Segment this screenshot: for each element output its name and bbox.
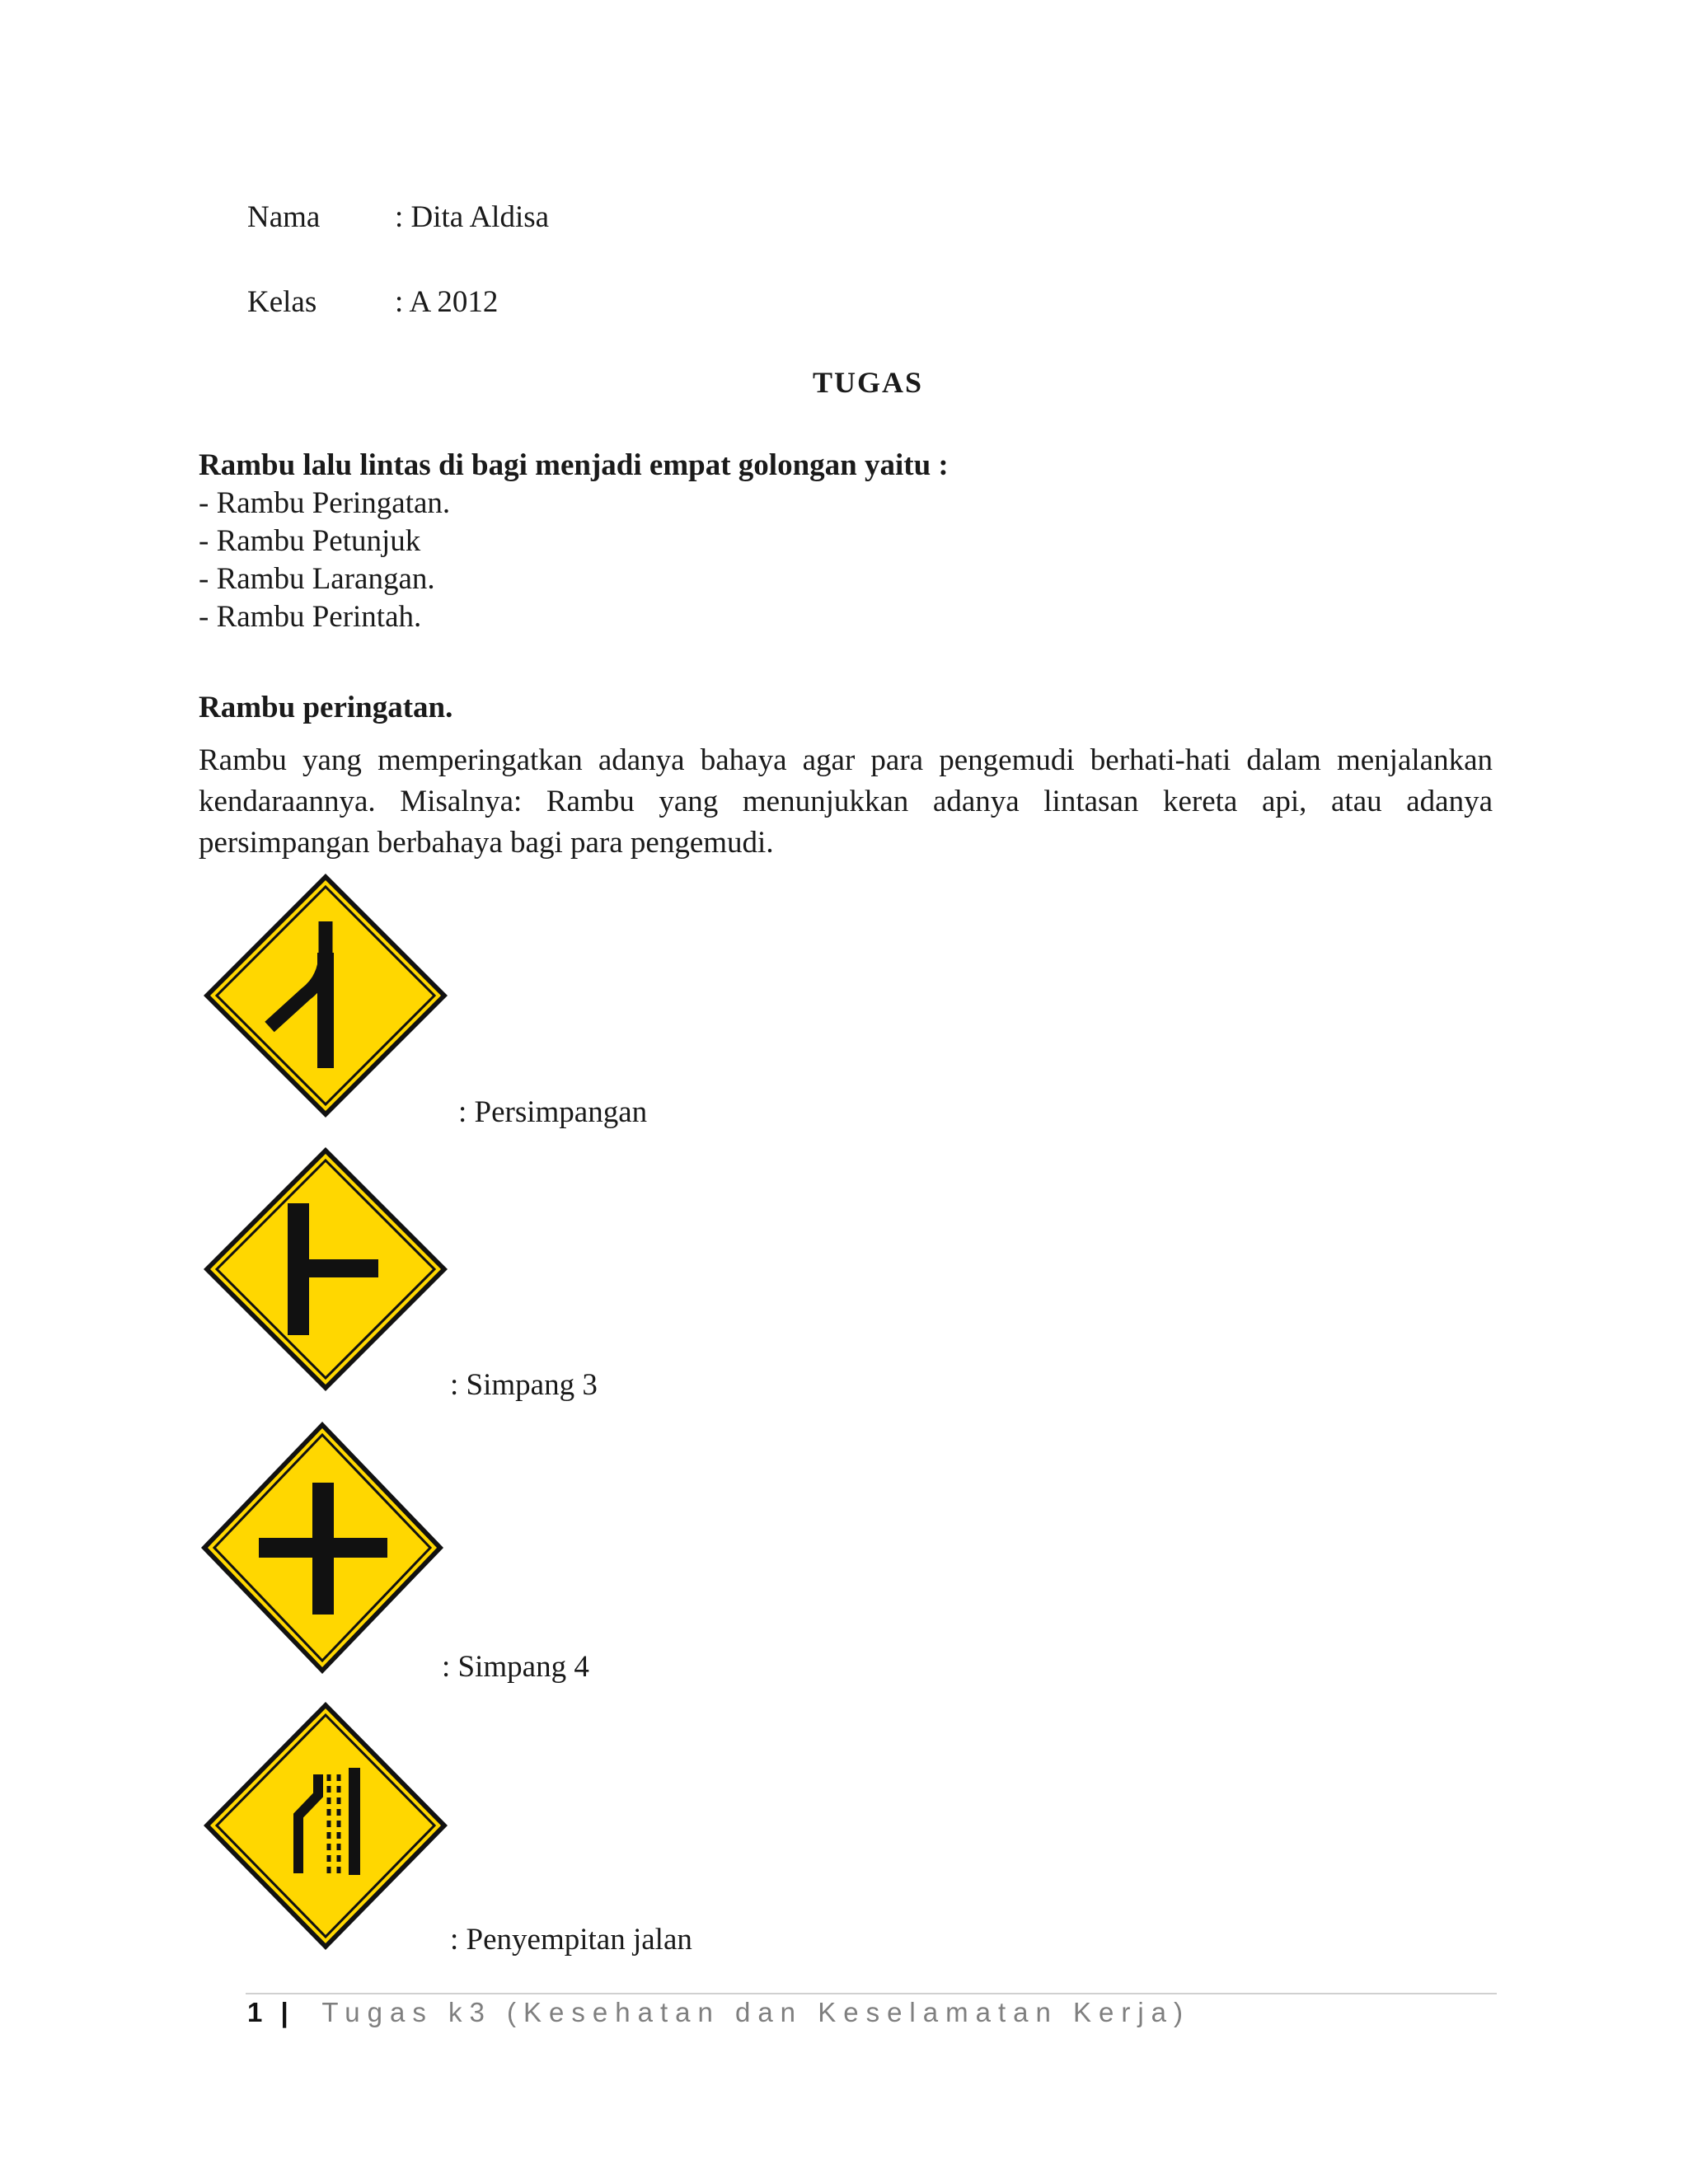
crossroad-sign-icon bbox=[199, 1420, 445, 1675]
intro-block bbox=[199, 447, 949, 636]
list-item: - Rambu Larangan. bbox=[199, 562, 435, 596]
page-number: 1 bbox=[247, 1997, 266, 2027]
list-item: - Rambu Perintah. bbox=[199, 600, 422, 634]
road-narrowing-sign-icon bbox=[202, 1700, 449, 1952]
page-footer bbox=[247, 1997, 1190, 2028]
footer-separator: | bbox=[280, 1997, 296, 2027]
footer-text: Tugas k3 (Kesehatan dan Keselamatan Kerja) bbox=[321, 1997, 1191, 2027]
sign-caption: : Simpang 3 bbox=[450, 1368, 598, 1402]
name-value: : Dita Aldisa bbox=[395, 200, 550, 234]
name-label: Nama bbox=[247, 200, 321, 234]
list-item: - Rambu Peringatan. bbox=[199, 486, 451, 520]
class-value: : A 2012 bbox=[395, 285, 499, 319]
footer-divider bbox=[246, 1993, 1497, 1994]
section-heading: Rambu peringatan. bbox=[199, 691, 453, 724]
t-junction-sign-icon bbox=[202, 1146, 449, 1393]
class-label: Kelas bbox=[247, 285, 317, 319]
sign-caption: : Penyempitan jalan bbox=[450, 1923, 692, 1957]
section-paragraph: Rambu yang memperingatkan adanya bahaya agar para pengemudi berhati-hati dalam menjalankan kendaraannya. Misalnya: Rambu yang menunjukkan adanya lintasan kereta api, atau adanya persimpangan berbahaya bagi para pengemudi. bbox=[199, 743, 1493, 860]
sign-caption: : Persimpangan bbox=[458, 1095, 648, 1129]
sign-caption: : Simpang 4 bbox=[442, 1650, 589, 1684]
page-title: TUGAS bbox=[813, 366, 924, 399]
list-item: - Rambu Petunjuk bbox=[199, 524, 421, 558]
merge-junction-sign-icon bbox=[202, 872, 449, 1119]
intro-heading: Rambu lalu lintas di bagi menjadi empat golongan yaitu : bbox=[199, 448, 949, 482]
